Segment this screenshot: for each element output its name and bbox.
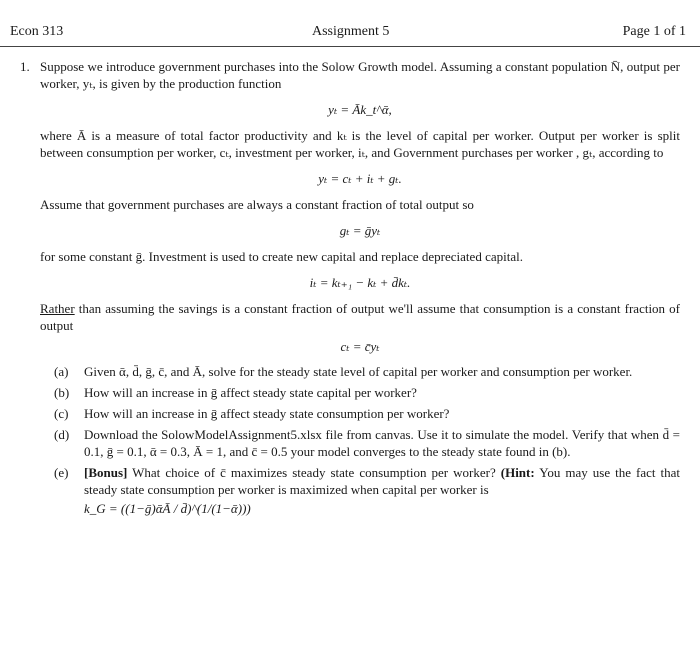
- consumption-paragraph: [40, 300, 680, 334]
- course-name: Econ 313: [10, 24, 64, 39]
- hint-text: You may use the fact that steady state consumption per worker is maximized when capital per worker is: [84, 465, 681, 497]
- consumption-equation: [40, 338, 680, 355]
- investment-equation: [40, 274, 680, 291]
- question-parts: [40, 363, 680, 517]
- resource-equation: [40, 170, 680, 187]
- part-a: [54, 363, 680, 380]
- assignment-title: Assignment 5: [312, 24, 390, 39]
- bonus-label: [Bonus]: [84, 465, 128, 480]
- resource-equation-text: yₜ = cₜ + iₜ + gₜ.: [318, 171, 402, 186]
- part-d: [54, 426, 680, 460]
- investment-paragraph: for some constant ḡ. Investment is used to create new capital and replace depreciated capital.: [40, 249, 523, 264]
- golden-rule-formula-text: k_G = ((1−ḡ)ᾱĀ / d̄)^(1/(1−ᾱ))): [84, 501, 251, 516]
- part-text: Given ᾱ, d̄, ḡ, c̄, and Ā, solve for the steady state level of capital per worker and consumption per worker.: [84, 364, 633, 379]
- part-label: (e): [54, 465, 69, 480]
- part-text: Download the SolowModelAssignment5.xlsx file from canvas. Use it to simulate the model. Verify that when d̄ = 0.1, ḡ = 0.1, ᾱ = 0.3, Ā = 1, and c̄ = 0.5 your model converges to the steady state found in (b).: [84, 427, 680, 459]
- part-label: (d): [54, 427, 70, 442]
- question-number: 1.: [20, 59, 30, 74]
- page-header: [0, 0, 700, 47]
- government-equation-text: gₜ = ḡyₜ: [339, 223, 381, 238]
- part-c: [54, 405, 680, 422]
- tfp-paragraph: where Ā is a measure of total factor productivity and kₜ is the level of capital per worker. Output per worker is split between consumption per worker, cₜ, investment per worker, iₜ, and Government purchases per worker , gₜ, according to: [40, 128, 680, 160]
- investment-equation-text: iₜ = kₜ₊₁ − kₜ + d̄kₜ.: [309, 275, 411, 290]
- golden-rule-formula: [84, 500, 680, 517]
- part-b: [54, 384, 680, 401]
- part-label: (a): [54, 364, 69, 379]
- page-number: Page 1 of 1: [622, 24, 686, 39]
- question-content: [20, 58, 680, 521]
- consumption-equation-text: cₜ = c̄yₜ: [340, 339, 380, 354]
- rather-word: Rather: [40, 301, 75, 316]
- production-equation: [40, 101, 680, 118]
- consumption-paragraph-text: than assuming the savings is a constant fraction of output we'll assume that consumption is a constant fraction of output: [40, 301, 680, 333]
- part-e: [54, 464, 680, 517]
- part-text: How will an increase in ḡ affect steady state capital per worker?: [84, 385, 417, 400]
- intro-paragraph: Suppose we introduce government purchases into the Solow Growth model. Assuming a constant population N̄, output per worker, yₜ, is given by the production function: [40, 59, 680, 91]
- government-paragraph: Assume that government purchases are always a constant fraction of total output so: [40, 197, 474, 212]
- part-label: (b): [54, 385, 70, 400]
- hint-label: (Hint:: [500, 465, 535, 480]
- government-equation: [40, 222, 680, 239]
- part-label: (c): [54, 406, 69, 421]
- production-equation-text: yₜ = Āk_t^ᾱ,: [328, 102, 392, 117]
- part-text: What choice of c̄ maximizes steady state consumption per worker?: [127, 465, 501, 480]
- part-text: How will an increase in ḡ affect steady state consumption per worker?: [84, 406, 450, 421]
- question-1: [20, 58, 680, 517]
